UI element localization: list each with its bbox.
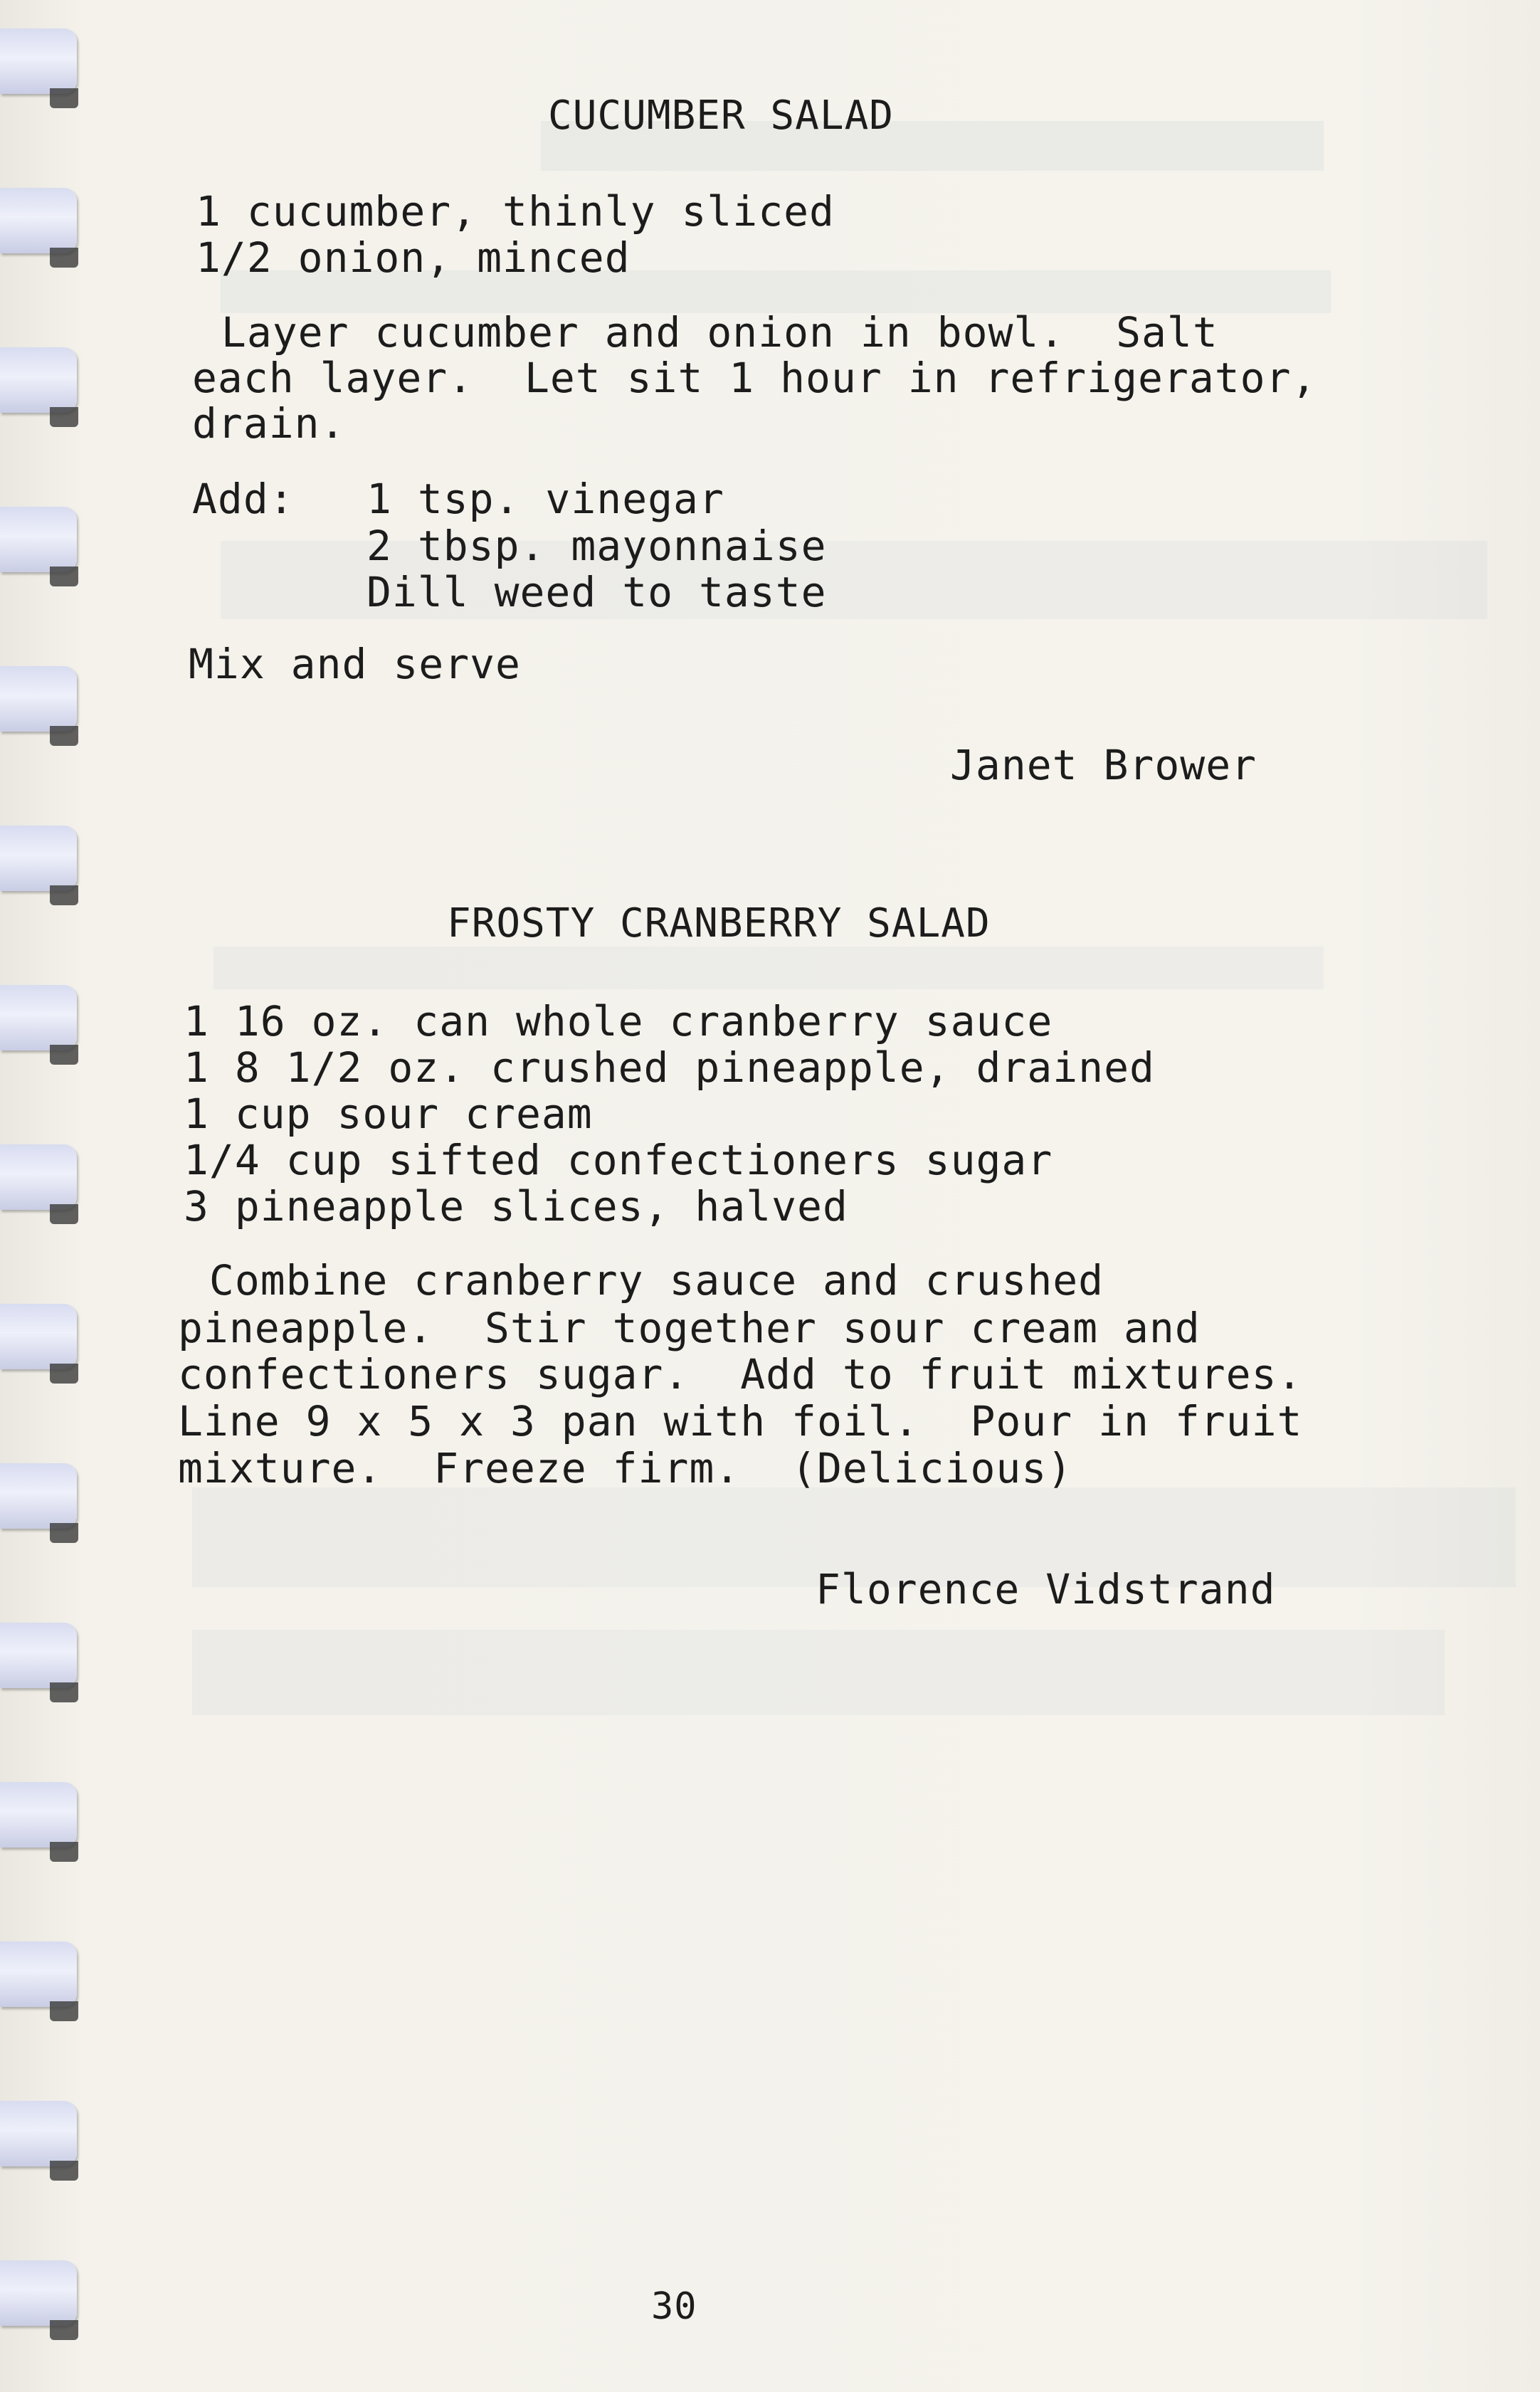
bleed-through-texture (192, 1630, 1445, 1715)
binding-ring (0, 188, 77, 253)
binding-ring (0, 1463, 77, 1529)
binding-ring (0, 1144, 77, 1210)
binding-ring (0, 826, 77, 891)
instruction-line: confectioners sugar. Add to fruit mixtures. (178, 1350, 1303, 1398)
binding-ring (0, 1782, 77, 1848)
page-number: 30 (651, 2285, 697, 2328)
add-label: Add: (192, 475, 295, 523)
binding-ring (0, 1304, 77, 1369)
add-item: 2 tbsp. mayonnaise (366, 522, 827, 570)
ingredient-line: 1/4 cup sifted confectioners sugar (184, 1136, 1053, 1184)
binding-ring (0, 2260, 77, 2326)
instruction-line: drain. (192, 399, 346, 448)
recipe-author: Florence Vidstrand (816, 1565, 1276, 1613)
ingredient-line: 1 16 oz. can whole cranberry sauce (184, 997, 1053, 1045)
instruction-line: Combine cranberry sauce and crushed (184, 1256, 1104, 1305)
recipe-author: Janet Brower (950, 741, 1257, 789)
instruction-line: Layer cucumber and onion in bowl. Salt (196, 308, 1218, 357)
bleed-through-texture (213, 947, 1324, 989)
spiral-binding (0, 0, 93, 2392)
binding-ring (0, 28, 77, 94)
binding-ring (0, 507, 77, 572)
ingredient-line: 3 pineapple slices, halved (184, 1182, 848, 1231)
ingredient-line: 1/2 onion, minced (196, 233, 631, 282)
binding-ring (0, 666, 77, 732)
ingredient-line: 1 8 1/2 oz. crushed pineapple, drained (184, 1043, 1155, 1092)
instruction-line: each layer. Let sit 1 hour in refrigerator, (192, 354, 1317, 402)
instruction-line: Line 9 x 5 x 3 pan with foil. Pour in fruit (178, 1397, 1303, 1445)
binding-ring (0, 1941, 77, 2007)
ingredient-line: 1 cucumber, thinly sliced (196, 187, 835, 236)
add-item: 1 tsp. vinegar (366, 475, 724, 523)
binding-ring (0, 985, 77, 1050)
ingredient-line: 1 cup sour cream (184, 1090, 593, 1138)
binding-ring (0, 347, 77, 413)
instruction-line: mixture. Freeze firm. (Delicious) (178, 1444, 1073, 1492)
binding-ring (0, 1623, 77, 1688)
recipe-title: CUCUMBER SALAD (548, 93, 895, 139)
instruction-line: pineapple. Stir together sour cream and (178, 1304, 1201, 1352)
final-step: Mix and serve (189, 640, 521, 688)
add-item: Dill weed to taste (366, 568, 827, 616)
recipe-title: FROSTY CRANBERRY SALAD (447, 900, 991, 947)
binding-ring (0, 2101, 77, 2166)
